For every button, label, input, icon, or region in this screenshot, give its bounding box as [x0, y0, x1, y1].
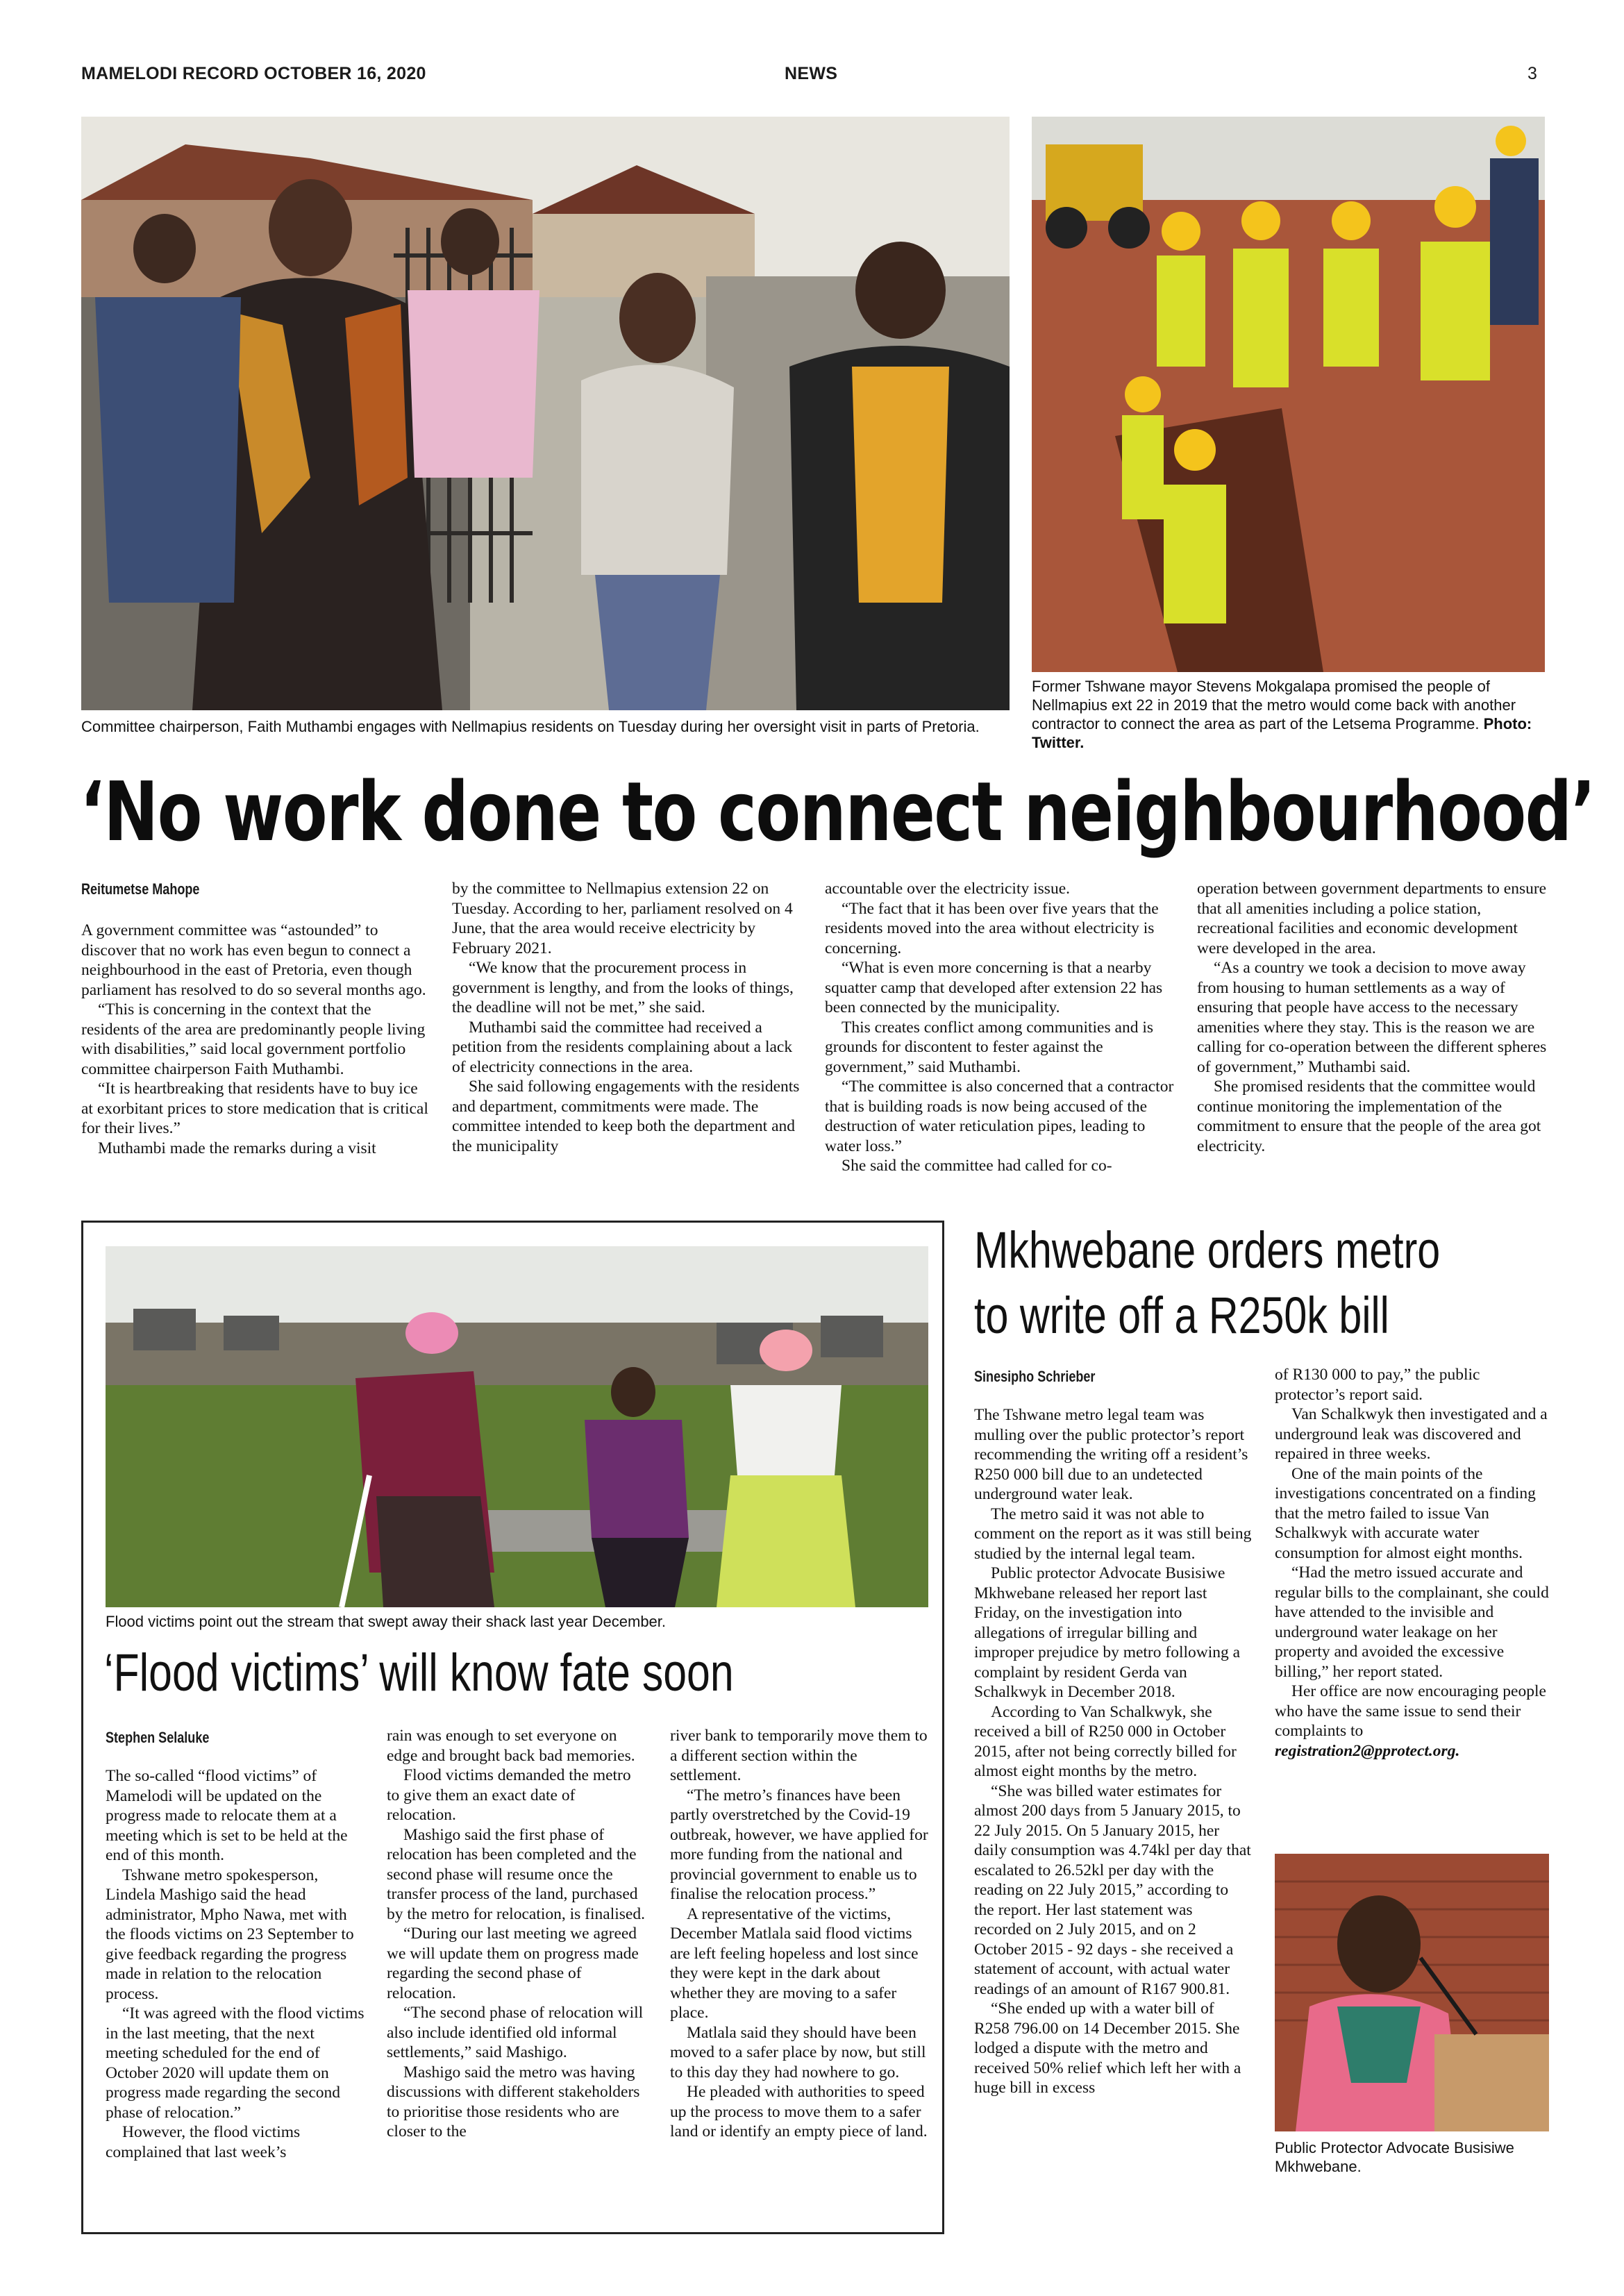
- paragraph: “This is concerning in the context that the residents of the area are predominantly people living with disabilities,” said local government portfolio committee chairperson Faith Muthambi.: [81, 1000, 426, 1078]
- paragraph: Matlala said they should have been moved to a safer place by now, but still to this day they had nowhere to go.: [670, 2023, 926, 2081]
- paragraph: “Had the metro issued accurate and regular bills to the complainant, she could have attended to the invisible and underground water leakage on her property and avoided the excessive billing,” her report stated.: [1275, 1564, 1549, 1681]
- paragraph: Mashigo said the first phase of relocation has been completed and the second phase will resume once the transfer process of the land, purchased by the metro for relocation, is finalised.: [387, 1825, 645, 1923]
- top-left-photo-caption: Committee chairperson, Faith Muthambi engages with Nellmapius residents on Tuesday during her oversight visit in parts of Pretoria.: [81, 718, 980, 735]
- paragraph: One of the main points of the investigations concentrated on a finding that the metro failed to issue Van Schalkwyk with accurate water consumption for almost eight months.: [1275, 1464, 1536, 1562]
- photo-public-protector: [1275, 1854, 1549, 2131]
- paragraph: “The committee is also concerned that a contractor that is building roads is now being accused of the destruction of water reticulation pipes, leading to water loss.”: [825, 1078, 1174, 1155]
- paragraph: “It was agreed with the flood victims in the last meeting, that the next meeting scheduled for the end of October 2020 will update them on progress made regarding the second phase of relocation.”: [106, 2004, 365, 2122]
- flood-column-3: [670, 1726, 930, 2142]
- paragraph: “She was billed water estimates for almost 200 days from 5 January 2015, to 22 July 2015. On 5 January 2015, her daily consumption was 4.74kl per day that escalated to 26.52kl per day with the reading on 22 July 2015,” according to the report. Her last statement was recorded on 2 July 2015, and on 2 October 2015 - 92 days - she received a statement of account, with actual water readings of an amount of R167 900.81.: [974, 1782, 1251, 1998]
- paragraph: “She ended up with a water bill of R258 796.00 on 14 December 2015. She lodged a dispute with the metro and received 50% relief which left her with a huge bill in excess: [974, 2000, 1241, 2097]
- paragraph: “During our last meeting we agreed we will update them on progress made regarding the second phase of relocation.: [387, 1925, 639, 2002]
- lead-column-2: [452, 879, 806, 1156]
- paragraph: Mashigo said the metro was having discussions with different stakeholders to prioritise those residents who are closer to the: [387, 2063, 640, 2140]
- paragraph: Muthambi said the committee had received a petition from the residents complaining about a lack of electricity connections in the area.: [452, 1018, 793, 1076]
- flood-headline: ‘Flood victims’ will know fate soon: [104, 1643, 734, 1702]
- flood-byline: Stephen Selaluke: [106, 1729, 210, 1746]
- lead-column-3: [825, 879, 1179, 1176]
- pp-headline-line-2: to write off a R250k bill: [974, 1287, 1389, 1344]
- pp-headline-line-1: Mkhwebane orders metro: [974, 1221, 1441, 1279]
- paragraph: “The metro’s finances have been partly overstretched by the Covid-19 outbreak, however, we have applied for more funding from the national and provincial government to enable us to finalise the relocation process.”: [670, 1786, 928, 1903]
- paragraph: A representative of the victims, December Matlala said flood victims are left feeling hopeless and lost since they were kept in the dark about whether they are moving to a safer place.: [670, 1904, 919, 2022]
- paragraph: Her office are now encouraging people who have the same issue to send their complaints to: [1275, 1682, 1546, 1740]
- paragraph: The Tshwane metro legal team was mulling over the public protector’s report recommending the writing off a resident’s R250 000 bill due to an undetected underground water leak.: [974, 1406, 1248, 1503]
- paragraph: accountable over the electricity issue.: [825, 880, 1070, 898]
- pp-email-link[interactable]: registration2@pprotect.org.: [1275, 1741, 1460, 1760]
- paragraph: of R130 000 to pay,” the public protector’s report said.: [1275, 1366, 1480, 1404]
- paragraph: “The fact that it has been over five years that the residents moved into the area without electricity is concerning.: [825, 899, 1159, 957]
- paragraph: Public protector Advocate Busisiwe Mkhwebane released her report last Friday, on the investigation into allegations of irregular billing and improper prejudice by metro following a complaint by resident Gerda van Schalkwyk in December 2018.: [974, 1564, 1241, 1701]
- paragraph: She said the committee had called for co-: [842, 1157, 1112, 1175]
- paragraph: The so-called “flood victims” of Mamelodi will be updated on the progress made to relocate them at a meeting which is set to be held at the end of this month.: [106, 1767, 348, 1864]
- paragraph: “It is heartbreaking that residents have to buy ice at exorbitant prices to store medication that is critical for their lives.”: [81, 1080, 428, 1137]
- paragraph: Van Schalkwyk then investigated and a underground leak was discovered and repaired in three weeks.: [1275, 1405, 1548, 1463]
- paragraph: Flood victims demanded the metro to give them an exact date of relocation.: [387, 1766, 631, 1824]
- flood-column-2: [387, 1726, 647, 2142]
- paragraph: According to Van Schalkwyk, she received a bill of R250 000 in October 2015, after not being correctly billed for almost eight months by the metro.: [974, 1702, 1237, 1780]
- paragraph: However, the flood victims complained that last week’s: [106, 2123, 301, 2161]
- photo-flood-victims: [106, 1246, 928, 1607]
- lead-byline: Reitumetse Mahope: [81, 880, 200, 898]
- flood-photo-caption: Flood victims point out the stream that swept away their shack last year December.: [106, 1613, 667, 1630]
- paragraph: Tshwane metro spokesperson, Lindela Mashigo said the head administrator, Mpho Nawa, met with the floods victims on 23 September to give feedback regarding the progress made in relation to the relocation process.: [106, 1866, 354, 2003]
- pp-column-2: [1275, 1365, 1552, 1761]
- paragraph: “We know that the procurement process in government is lengthy, and from the looks of things, the deadline will not be met,” she said.: [452, 959, 794, 1016]
- paragraph: operation between government departments to ensure that all amenities including a police station, recreational facilities and economic development were developed in the area.: [1197, 880, 1547, 957]
- paragraph: rain was enough to set everyone on edge and brought back bad memories.: [387, 1727, 635, 1765]
- pp-photo-caption: Public Protector Advocate Busisiwe Mkhwebane.: [1275, 2139, 1514, 2175]
- paragraph: The metro said it was not able to comment on the report as it was still being studied by the internal legal team.: [974, 1505, 1252, 1563]
- lead-column-4: [1197, 879, 1551, 1156]
- paragraph: He pleaded with authorities to speed up the process to move them to a safer land or identify an empty piece of land.: [670, 2083, 928, 2140]
- photo-credit: Photo: Twitter.: [1032, 715, 1532, 751]
- page-number: 3: [1527, 64, 1537, 83]
- pp-column-1: [974, 1405, 1252, 2098]
- paragraph: “As a country we took a decision to move away from housing to human settlements as a way of ensuring that people have access to the necessary amenities where they stay. This is the reason we are calling for co-operation between the different spheres of government,” Muthambi said.: [1197, 959, 1547, 1076]
- top-right-photo-caption: [1032, 677, 1546, 752]
- masthead-title: MAMELODI RECORD OCTOBER 16, 2020: [81, 64, 426, 83]
- photo-trench-workers: [1032, 117, 1545, 672]
- pp-byline: Sinesipho Schrieber: [974, 1368, 1096, 1385]
- paragraph: A government committee was “astounded” to discover that no work has even begun to connect a neighbourhood in the east of Pretoria, even though parliament has resolved to do so several months ago.: [81, 921, 426, 999]
- top-right-caption-text: Former Tshwane mayor Stevens Mokgalapa promised the people of Nellmapius ext 22 in 2019 that the metro would come back with another contractor to connect the area as part of the Letsema Programme.: [1032, 678, 1516, 732]
- paragraph: by the committee to Nellmapius extension 22 on Tuesday. According to her, parliament resolved on 4 June, that the area would receive electricity by February 2021.: [452, 880, 793, 957]
- paragraph: She said following engagements with the residents and department, commitments were made. The committee intended to keep both the department and the municipality: [452, 1078, 800, 1155]
- lead-headline: ‘No work done to connect neighbourhood’: [80, 764, 1595, 860]
- section-label: NEWS: [785, 64, 838, 83]
- paragraph: “What is even more concerning is that a nearby squatter camp that developed after extension 22 has been connected by the municipality.: [825, 959, 1163, 1016]
- paragraph: “The second phase of relocation will also include identified old informal settlements,” said Mashigo.: [387, 2004, 644, 2061]
- paragraph: This creates conflict among communities and is grounds for discontent to fester against the government,” said Muthambi.: [825, 1018, 1153, 1076]
- flood-column-1: [106, 1766, 369, 2162]
- paragraph: river bank to temporarily move them to a different section within the settlement.: [670, 1727, 928, 1784]
- paragraph: Muthambi made the remarks during a visit: [98, 1139, 376, 1157]
- lead-column-1: [81, 921, 432, 1158]
- photo-committee-visit: [81, 117, 1010, 710]
- paragraph: She promised residents that the committee would continue monitoring the implementation of the commitment to ensure that the people of the area got electricity.: [1197, 1078, 1541, 1155]
